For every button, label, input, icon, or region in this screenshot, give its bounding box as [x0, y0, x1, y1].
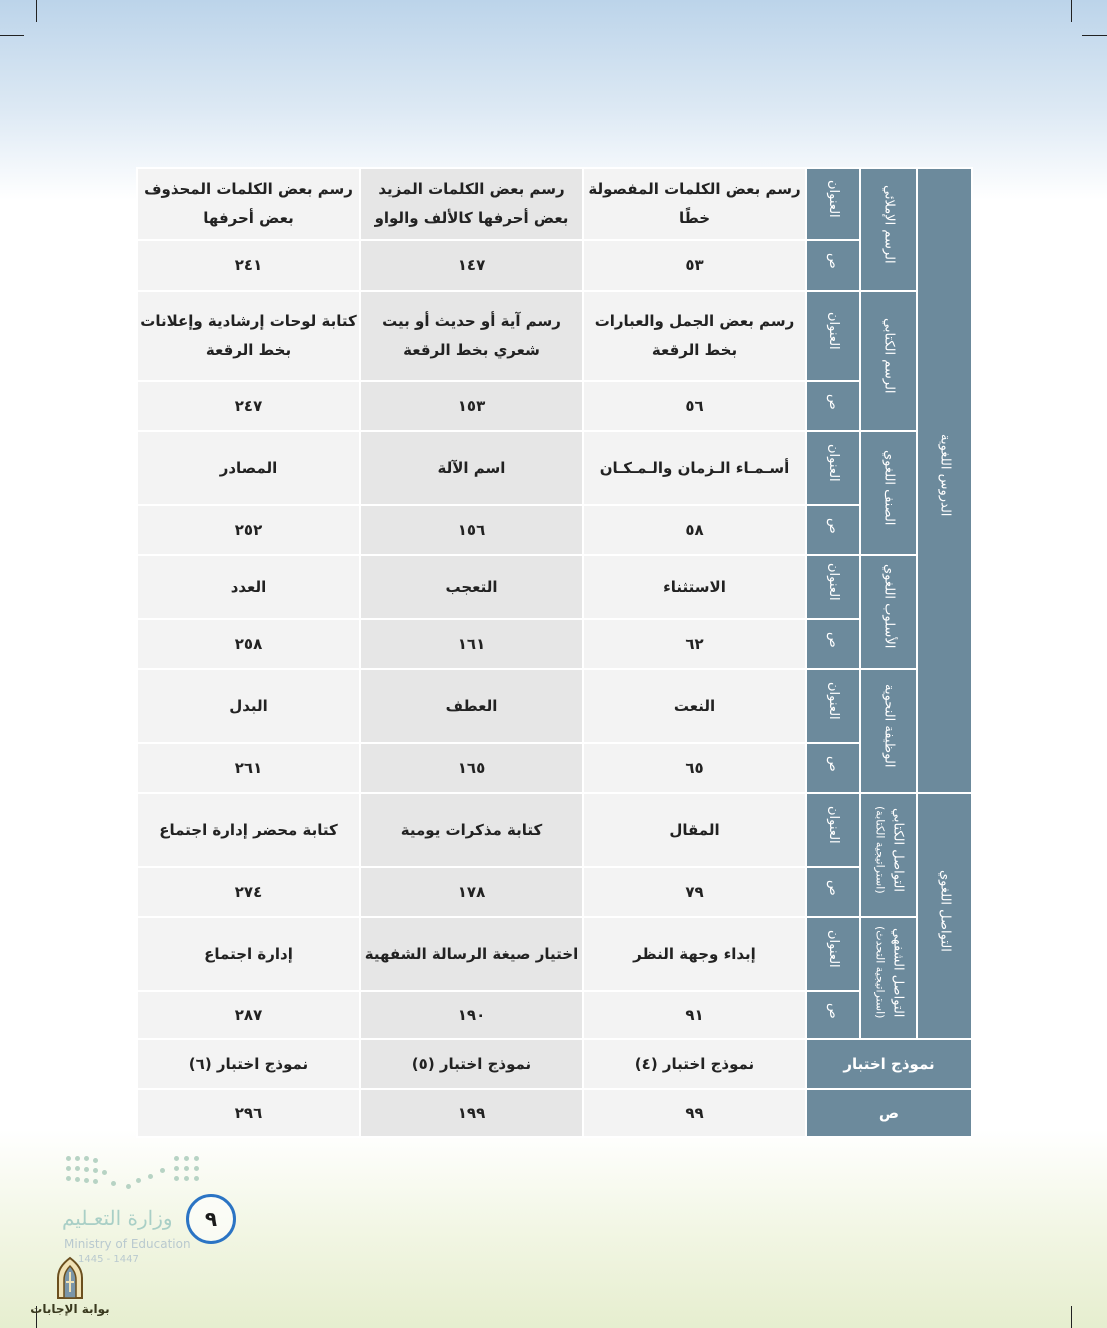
section-name: التواصل الكتابي (استراتيجية الكتابة)	[860, 793, 917, 917]
title-label: العنوان	[806, 669, 860, 743]
test-page-label: ص	[806, 1089, 972, 1137]
page-number: ٢٩٦	[137, 1089, 360, 1137]
page-number-badge: ٩	[186, 1194, 236, 1244]
table-row	[137, 291, 972, 381]
test-title: نموذج اختبار (٥)	[360, 1039, 583, 1089]
lesson-title: العدد	[137, 555, 360, 619]
lesson-title: العطف	[360, 669, 583, 743]
section-name: الأسلوب اللغوي	[860, 555, 917, 669]
page-number: ٢٨٧	[137, 991, 360, 1039]
page-number: ٦٥	[583, 743, 806, 793]
table-row	[137, 381, 972, 431]
title-label: العنوان	[806, 431, 860, 505]
lesson-title: اسم الآلة	[360, 431, 583, 505]
page-number: ٢٥٢	[137, 505, 360, 555]
page-number: ١٦٥	[360, 743, 583, 793]
lesson-title: المقال	[583, 793, 806, 867]
lesson-title: رسم بعض الكلمات المزيد بعض أحرفها كالألف والواو	[360, 168, 583, 240]
table-row	[137, 669, 972, 743]
page-number: ١٤٧	[360, 240, 583, 291]
table-of-contents	[136, 167, 973, 1138]
lesson-title: كتابة مذكرات يومية	[360, 793, 583, 867]
lesson-title: المصادر	[137, 431, 360, 505]
page-number: ٢٧٤	[137, 867, 360, 917]
page-number: ٥٨	[583, 505, 806, 555]
test-title: نموذج اختبار (٦)	[137, 1039, 360, 1089]
section-name: الرسم الإملائي	[860, 168, 917, 291]
lesson-title: رسم آية أو حديث أو بيت شعري بخط الرقعة	[360, 291, 583, 381]
test-title: نموذج اختبار (٤)	[583, 1039, 806, 1089]
lesson-title: الاستثناء	[583, 555, 806, 619]
page-number: ١٧٨	[360, 867, 583, 917]
page-number: ٢٤١	[137, 240, 360, 291]
title-label: العنوان	[806, 917, 860, 991]
page-number: ٧٩	[583, 867, 806, 917]
lesson-title: إدارة اجتماع	[137, 917, 360, 991]
section-name: الصنف اللغوي	[860, 431, 917, 555]
test-label: نموذج اختبار	[806, 1039, 972, 1089]
table-row	[137, 793, 972, 867]
table-row	[137, 555, 972, 619]
table-row	[137, 1039, 972, 1089]
page-number: ١٩٩	[360, 1089, 583, 1137]
table-row	[137, 991, 972, 1039]
section-name: التواصل الشفهي (استراتيجية التحدث)	[860, 917, 917, 1039]
lesson-title: أسـمـاء الـزمان والـمـكـان	[583, 431, 806, 505]
watermark-icon	[48, 1256, 92, 1302]
page-label: ص	[806, 381, 860, 431]
group-communication: التواصل اللغوي	[917, 793, 972, 1039]
watermark	[30, 1256, 110, 1316]
ministry-year: 1445 - 1447	[78, 1254, 139, 1265]
table-row	[137, 867, 972, 917]
lesson-title: رسم بعض الجمل والعبارات بخط الرقعة	[583, 291, 806, 381]
table-row	[137, 619, 972, 669]
page-label: ص	[806, 991, 860, 1039]
page-number: ١٥٦	[360, 505, 583, 555]
table-row	[137, 168, 972, 240]
page-number: ٥٦	[583, 381, 806, 431]
lesson-title: اختيار صيغة الرسالة الشفهية	[360, 917, 583, 991]
title-label: العنوان	[806, 291, 860, 381]
page-number: ٢٤٧	[137, 381, 360, 431]
lesson-title: إبداء وجهة النظر	[583, 917, 806, 991]
table-row	[137, 431, 972, 505]
page-number: ٢٦١	[137, 743, 360, 793]
title-label: العنوان	[806, 793, 860, 867]
table-row	[137, 917, 972, 991]
lesson-title: النعت	[583, 669, 806, 743]
ministry-name-en: Ministry of Education	[64, 1237, 191, 1251]
group-lessons: الدروس اللغوية	[917, 168, 972, 793]
page-number: ٥٣	[583, 240, 806, 291]
table-row	[137, 1089, 972, 1137]
lesson-title: رسم بعض الكلمات المحذوف بعض أحرفها	[137, 168, 360, 240]
page-number: ١٩٠	[360, 991, 583, 1039]
page-number: ١٦١	[360, 619, 583, 669]
page-number: ٦٢	[583, 619, 806, 669]
lesson-title: البدل	[137, 669, 360, 743]
page-number: ٩٩	[583, 1089, 806, 1137]
table-row	[137, 743, 972, 793]
lesson-title: كتابة محضر إدارة اجتماع	[137, 793, 360, 867]
lesson-title: كتابة لوحات إرشادية وإعلانات بخط الرقعة	[137, 291, 360, 381]
page-label: ص	[806, 743, 860, 793]
section-name: الوظيفة النحوية	[860, 669, 917, 793]
ministry-name-ar: وزارة التعـليم	[62, 1206, 173, 1230]
title-label: العنوان	[806, 168, 860, 240]
table-row	[137, 505, 972, 555]
watermark-text: بوابة الإجابات	[30, 1302, 110, 1316]
page-number: ٩١	[583, 991, 806, 1039]
section-name: الرسم الكتابي	[860, 291, 917, 431]
page-label: ص	[806, 240, 860, 291]
lesson-title: رسم بعض الكلمات المفصولة خطًا	[583, 168, 806, 240]
table-row	[137, 240, 972, 291]
page-label: ص	[806, 619, 860, 669]
lesson-title: التعجب	[360, 555, 583, 619]
title-label: العنوان	[806, 555, 860, 619]
page-label: ص	[806, 867, 860, 917]
page-number: ١٥٣	[360, 381, 583, 431]
page-number: ٢٥٨	[137, 619, 360, 669]
page-label: ص	[806, 505, 860, 555]
logo-dots	[66, 1156, 202, 1190]
